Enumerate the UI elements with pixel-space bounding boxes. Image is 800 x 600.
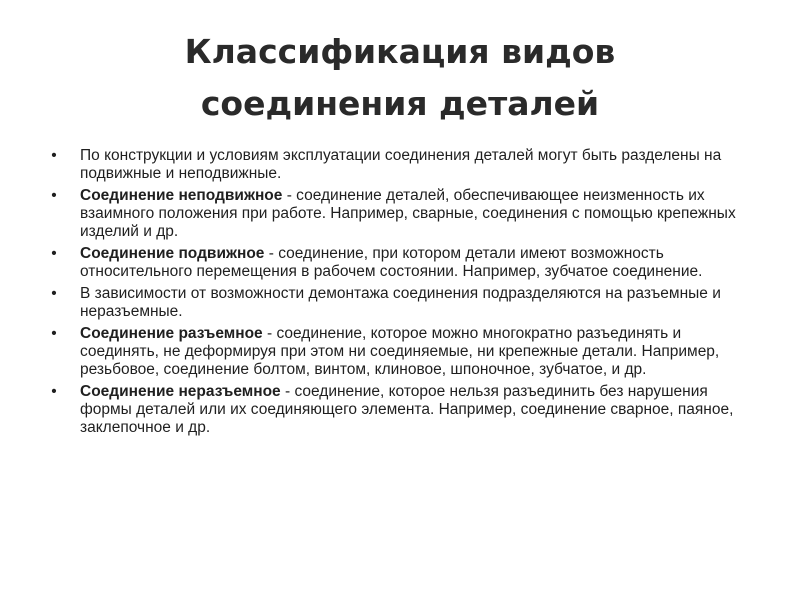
- bullet-text: - соединение, при котором детали имеют возможность относительного перемещения в рабочем состоянии. Например, зубчатое соединение.: [80, 245, 703, 280]
- bullet-term: Соединение разъемное: [80, 325, 263, 342]
- bullet-text: - соединение деталей, обеспечивающее неизменность их взаимного положения при работе. Например, сварные, соединения с помощью крепежных изделий и др.: [80, 187, 736, 240]
- bullet-dot-icon: •: [51, 285, 57, 302]
- bullet-dot-icon: •: [51, 187, 57, 204]
- bullet-dot-icon: •: [51, 383, 57, 400]
- bullet-dot-icon: •: [51, 147, 57, 164]
- bullet-text: - соединение, которое нельзя разъединить без нарушения формы деталей или их соединяющего элемента. Например, соединение сварное, паяное, заклепочное и др.: [80, 383, 734, 436]
- bullet-term: Соединение неподвижное: [80, 187, 283, 204]
- slide-title: [0, 26, 800, 130]
- bullet-text: - соединение, которое можно многократно разъединять и соединять, не деформируя при этом ни соединяемые, ни крепежные детали. Например, резьбовое, соединение болтом, винтом, клиновое, шпоночное, зубчатое, и др.: [80, 325, 720, 378]
- slide-title-line-2: соединения деталей: [200, 84, 600, 123]
- bullet-item: [48, 285, 748, 321]
- bullet-list: [48, 147, 748, 441]
- bullet-term: Соединение подвижное: [80, 245, 265, 262]
- bullet-term: Соединение неразъемное: [80, 383, 281, 400]
- bullet-item: [48, 147, 748, 183]
- bullet-item: [48, 187, 748, 241]
- bullet-item: [48, 245, 748, 281]
- bullet-text: В зависимости от возможности демонтажа соединения подразделяются на разъемные и неразъемные.: [80, 285, 721, 320]
- bullet-item: [48, 383, 748, 437]
- bullet-text: По конструкции и условиям эксплуатации соединения деталей могут быть разделены на подвижные и неподвижные.: [80, 147, 722, 182]
- slide-title-line-1: Классификация видов: [184, 32, 616, 71]
- bullet-item: [48, 325, 748, 379]
- bullet-dot-icon: •: [51, 245, 57, 262]
- bullet-dot-icon: •: [51, 325, 57, 342]
